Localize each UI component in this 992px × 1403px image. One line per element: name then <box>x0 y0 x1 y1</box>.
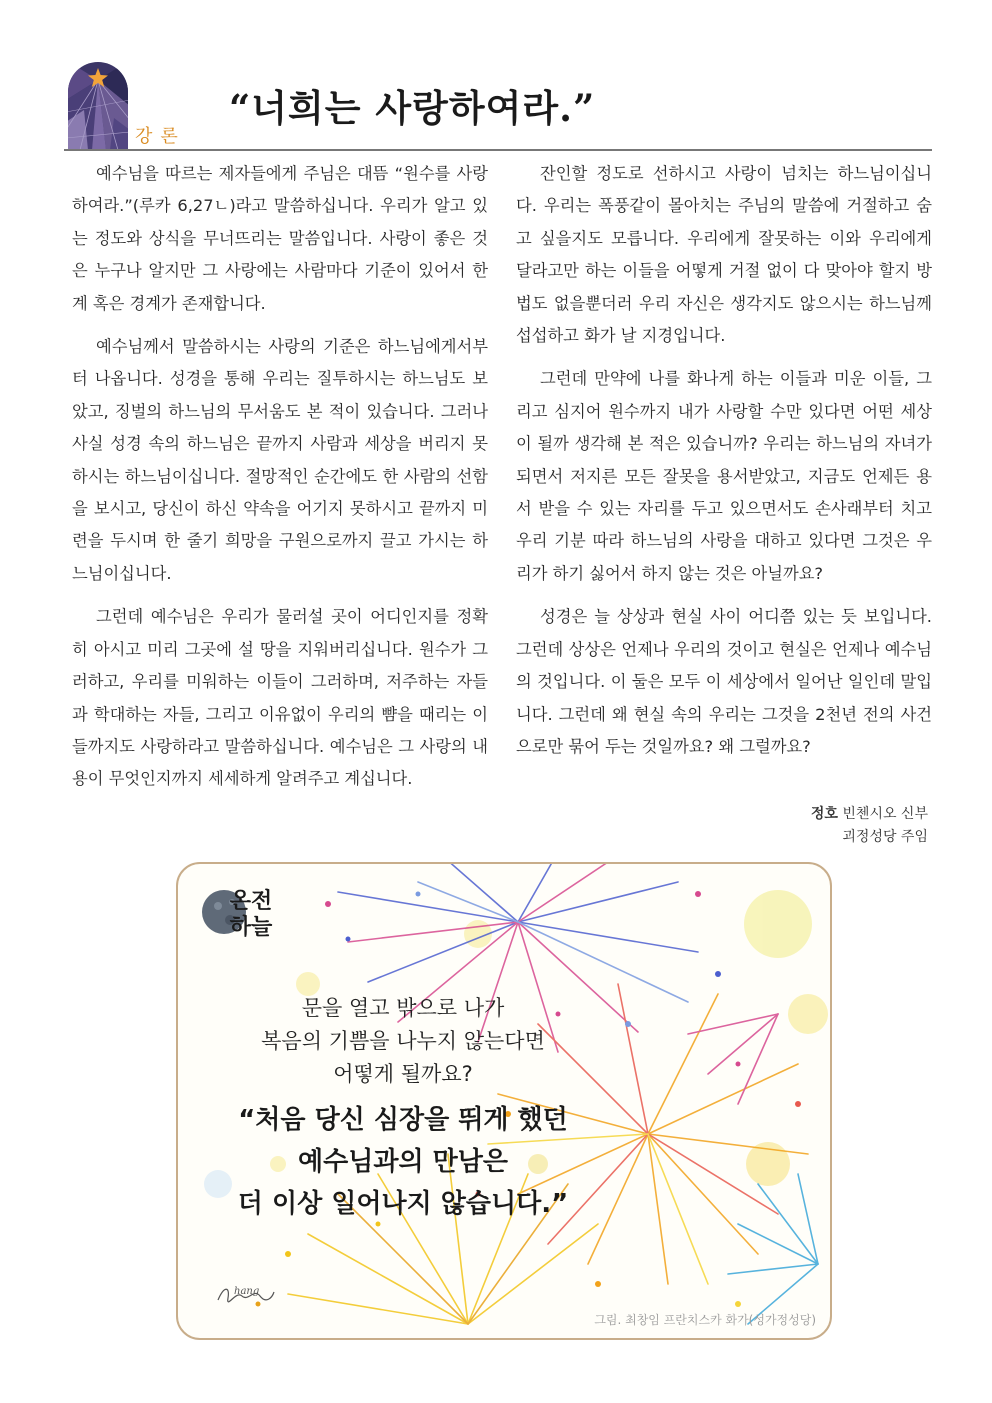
page-title: “너희는 사랑하여라.” <box>229 86 596 130</box>
illustration-credit: 그림. 최창임 프란치스카 화가(성가정성당) <box>594 1313 816 1327</box>
warm-sky-stamp <box>196 878 292 950</box>
question-line: 어떻게 될까요? <box>333 1062 473 1086</box>
paragraph: 예수님께서 말씀하시는 사랑의 기준은 하느님에게서부터 나옵니다. 성경을 통해 우리는 질투하시는 하느님도 보았고, 징벌의 하느님의 무서움도 본 적이 있습니다. 그러나 사실 성경 속의 하느님은 끝까지 사람과 세상을 버리지 못하시는 하느님이십니다. 절망적인 순간에도 한 사람의 선함을 보시고, 당신이 하신 약속을 어기지 못하시고 끝까지 미련을 두시며 한 줄기 희망을 구원으로까지 끌고 가시는 하느님이십니다. <box>72 337 488 583</box>
illustrated-card <box>176 862 832 1340</box>
question-line: 문을 열고 밖으로 나가 <box>301 996 505 1020</box>
header-divider <box>64 149 932 151</box>
article-left-column <box>72 158 488 807</box>
author-name: 정호 <box>810 806 838 822</box>
author-signature <box>811 803 928 849</box>
card-quote <box>218 992 588 1225</box>
quote-line: 예수님과의 만남은 <box>298 1147 508 1177</box>
paragraph: 그런데 만약에 나를 화나게 하는 이들과 미운 이들, 그리고 심지어 원수까지 내가 사랑할 수만 있다면 어떤 세상이 될까 생각해 본 적은 있습니까? 우리는 하느님의 자녀가 되면서 저지른 모든 잘못을 용서받았고, 지금도 언제든 용서 받을 수 있는 자리를 두고 있으면서도 손사래부터 치고 우리 기분 따라 하느님의 사랑을 대하고 있다면 그것은 우리가 하기 싫어서 하지 않는 것은 아닐까요? <box>516 369 932 583</box>
paragraph: 예수님을 따르는 제자들에게 주님은 대뜸 “원수를 사랑하여라.”(루카 6,27ㄴ)라고 말씀하십니다. 우리가 알고 있는 정도와 상식을 무너뜨리는 말씀입니다. 사랑이 좋은 것은 누구나 알지만 그 사랑에는 사람마다 기준이 있어서 한계 혹은 경계가 존재합니다. <box>72 164 488 313</box>
paragraph: 그런데 예수님은 우리가 물러설 곳이 어디인지를 정확히 아시고 미리 그곳에 설 땅을 지워버리십니다. 원수가 그러하고, 우리를 미워하는 이들이 그러하며, 저주하는 자들과 학대하는 자들, 그리고 이유없이 우리의 뺨을 때리는 이들까지도 사랑하라고 말씀하십니다. 예수님은 그 사랑의 내용이 무엇인지까지 세세하게 알려주고 계십니다. <box>72 607 488 789</box>
author-parish: 괴정성당 주임 <box>842 829 928 845</box>
header <box>64 60 932 155</box>
artist-signature-text: hang <box>234 1286 260 1297</box>
section-label: 강론 <box>135 126 186 147</box>
question-line: 복음의 기쁨을 나누지 않는다면 <box>261 1029 545 1053</box>
article-right-column <box>516 158 932 774</box>
author-role: 빈첸시오 신부 <box>842 806 928 822</box>
stamp-text: 온전 하늘 <box>229 888 273 940</box>
artist-signature-icon <box>214 1280 278 1308</box>
quote-line: 더 이상 일어나지 않습니다.” <box>237 1189 569 1219</box>
paragraph: 성경은 늘 상상과 현실 사이 어디쯤 있는 듯 보입니다. 그런데 상상은 언제나 우리의 것이고 현실은 언제나 예수님의 것입니다. 이 둘은 모두 이 세상에서 일어난 일인데 말입니다. 그런데 왜 현실 속의 우리는 그것을 2천년 전의 사건으로만 묶어 두는 것일까요? 왜 그럴까요? <box>516 607 932 756</box>
stained-glass-logo-icon <box>66 60 130 150</box>
paragraph: 잔인할 정도로 선하시고 사랑이 넘치는 하느님이십니다. 우리는 폭풍같이 몰아치는 주님의 말씀에 거절하고 숨고 싶을지도 모릅니다. 우리에게 잘못하는 이와 우리에게 달라고만 하는 이들을 어떻게 거절 없이 다 맞아야 할지 방법도 없을뿐더러 우리 자신은 생각지도 않으시는 하느님께 섭섭하고 화가 날 지경입니다. <box>516 164 932 346</box>
quote-line: “처음 당신 심장을 뛰게 했던 <box>238 1105 568 1135</box>
